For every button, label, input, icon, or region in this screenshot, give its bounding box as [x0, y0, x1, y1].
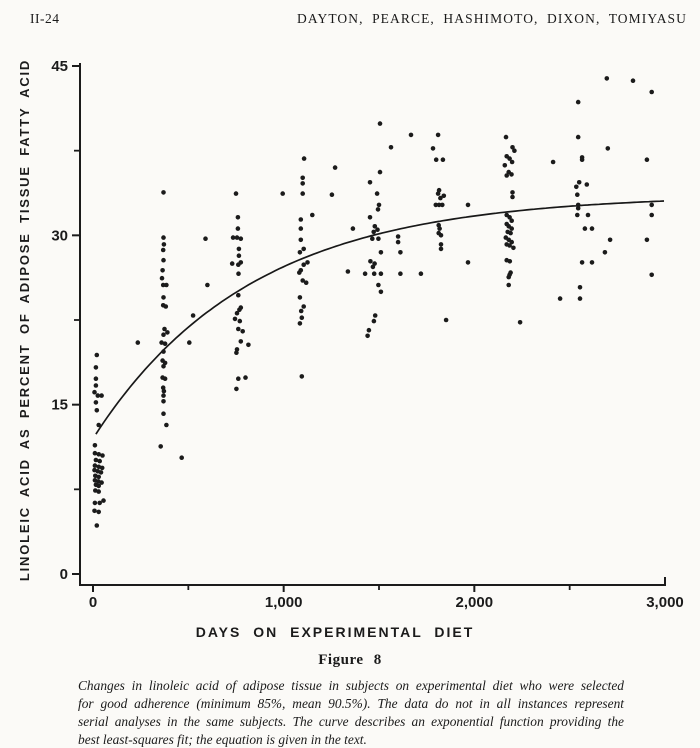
data-point [99, 393, 104, 398]
data-point [379, 271, 384, 276]
data-point [509, 172, 514, 177]
data-point [439, 247, 444, 252]
data-point [161, 235, 166, 240]
data-point [398, 250, 403, 255]
data-point [444, 318, 449, 323]
data-point [376, 236, 381, 241]
data-point [512, 148, 517, 153]
data-point [419, 271, 424, 276]
data-point [603, 250, 608, 255]
y-axis [51, 58, 80, 583]
data-point [238, 319, 243, 324]
data-point [240, 329, 245, 334]
data-point [164, 423, 169, 428]
data-point [161, 349, 166, 354]
data-point [510, 190, 515, 195]
data-point [298, 250, 303, 255]
data-point [371, 265, 376, 270]
data-point [574, 185, 579, 190]
data-point [161, 393, 166, 398]
data-point [237, 247, 242, 252]
data-point [100, 466, 105, 471]
data-point [100, 453, 105, 458]
data-point [162, 389, 167, 394]
data-point [503, 163, 508, 168]
data-point [96, 510, 101, 515]
data-point [95, 353, 100, 358]
data-point [649, 213, 654, 218]
data-point [396, 240, 401, 245]
data-point [510, 195, 515, 200]
data-point [351, 226, 356, 231]
data-point [376, 207, 381, 212]
data-point [389, 145, 394, 150]
data-point [301, 262, 306, 267]
data-point [346, 269, 351, 274]
data-point [365, 334, 370, 339]
data-point [578, 285, 583, 290]
data-point [93, 443, 98, 448]
data-point [92, 509, 97, 514]
running-head-authors: DAYTON, PEARCE, HASHIMOTO, DIXON, TOMIYASU [297, 11, 687, 26]
data-point [99, 470, 104, 475]
data-point [164, 304, 169, 309]
data-point [163, 341, 168, 346]
data-point [304, 280, 309, 285]
data-point [239, 339, 244, 344]
data-point [236, 215, 241, 220]
data-point [439, 242, 444, 247]
data-point [236, 226, 241, 231]
x-axis-title: DAYS ON EXPERIMENTAL DIET [195, 624, 475, 640]
y-tick-label: 15 [51, 396, 68, 414]
data-point [368, 215, 373, 220]
data-point [375, 191, 380, 196]
data-point [370, 236, 375, 241]
data-point [378, 170, 383, 175]
data-point [94, 376, 99, 381]
data-point [396, 234, 401, 239]
data-point [236, 327, 241, 332]
data-point [246, 343, 251, 348]
data-point [631, 78, 636, 83]
data-point [576, 206, 581, 211]
data-point [518, 320, 523, 325]
data-point [96, 475, 101, 480]
data-point [373, 313, 378, 318]
data-point [236, 376, 241, 381]
data-point [298, 295, 303, 300]
data-point [506, 275, 511, 280]
data-point [234, 191, 239, 196]
data-point [441, 157, 446, 162]
data-point [409, 133, 414, 138]
x-tick-label: 3,000 [646, 594, 684, 611]
data-point [164, 283, 169, 288]
data-point [161, 258, 166, 263]
data-point [363, 271, 368, 276]
data-point [439, 233, 444, 238]
data-point [580, 157, 585, 162]
data-point [645, 238, 650, 243]
data-point [590, 226, 595, 231]
data-point [436, 133, 441, 138]
data-point [368, 180, 373, 185]
data-point [163, 376, 168, 381]
data-point [96, 489, 101, 494]
data-point [649, 273, 654, 278]
data-point [377, 203, 382, 208]
data-point [302, 156, 307, 161]
data-point [205, 283, 210, 288]
data-point [508, 231, 513, 236]
data-point [299, 217, 304, 222]
data-point [165, 330, 170, 335]
data-point [236, 262, 241, 267]
data-point [243, 375, 248, 380]
data-point [236, 271, 241, 276]
data-point [203, 236, 208, 241]
data-point [466, 260, 471, 265]
data-point [239, 236, 244, 241]
data-point [511, 246, 516, 251]
data-point [436, 191, 441, 196]
data-point [230, 261, 235, 266]
data-point [297, 270, 302, 275]
y-tick-label: 0 [59, 566, 68, 583]
data-point [510, 160, 515, 165]
data-point [233, 317, 238, 322]
data-point [299, 309, 304, 314]
data-point [94, 400, 99, 405]
data-point [299, 226, 304, 231]
data-point [333, 165, 338, 170]
data-point [379, 290, 384, 295]
data-point [161, 332, 166, 337]
data-point [504, 173, 509, 178]
data-point [509, 226, 514, 231]
caption-line: serial analyses in the same subjects. The curve describes an exponential function providing the [78, 714, 624, 729]
data-point [379, 250, 384, 255]
data-point [280, 191, 285, 196]
x-tick-label: 0 [88, 594, 98, 611]
data-point [585, 182, 590, 187]
data-point [606, 146, 611, 151]
data-point [97, 501, 102, 506]
figure-label: Figure 8 [318, 652, 382, 668]
data-point [136, 340, 141, 345]
data-point [301, 304, 306, 309]
data-point [160, 268, 165, 273]
data-point [187, 340, 192, 345]
data-point [95, 408, 100, 413]
x-tick-label: 1,000 [264, 594, 303, 611]
data-point [310, 213, 315, 218]
data-point [161, 411, 166, 416]
data-point [160, 276, 165, 281]
data-point [368, 259, 373, 264]
data-point [372, 271, 377, 276]
data-point [234, 387, 239, 392]
y-axis-title: LINOLEIC ACID AS PERCENT OF ADIPOSE TISSUE FATTY ACID [17, 58, 32, 582]
figure-caption [78, 677, 624, 748]
data-point [301, 247, 306, 252]
data-point [92, 390, 97, 395]
data-point [179, 455, 184, 460]
caption-line: Changes in linoleic acid of adipose tissue in subjects on experimental diet who were selected [78, 678, 624, 693]
data-point [575, 192, 580, 197]
data-point [577, 180, 582, 185]
data-point [367, 328, 372, 333]
data-point [575, 213, 580, 218]
data-point [440, 203, 445, 208]
data-point [645, 157, 650, 162]
data-point [237, 253, 242, 258]
data-point [234, 350, 239, 355]
data-point [576, 100, 581, 105]
data-point [434, 157, 439, 162]
data-point [94, 383, 99, 388]
y-tick-label: 30 [51, 227, 68, 245]
data-point [508, 259, 513, 264]
data-point [608, 238, 613, 243]
data-point [93, 501, 98, 506]
data-point [236, 293, 241, 298]
data-point [371, 230, 376, 235]
data-point [437, 226, 442, 231]
data-point [191, 313, 196, 318]
x-tick-label: 2,000 [455, 594, 494, 611]
data-point [161, 295, 166, 300]
data-point [162, 242, 167, 247]
data-point [586, 213, 591, 218]
caption-line: best least-squares fit; the equation is given in the text. [78, 732, 367, 747]
data-point [605, 76, 610, 81]
data-point [376, 283, 381, 288]
x-axis [89, 585, 684, 611]
data-point [551, 160, 556, 165]
axes-frame [80, 63, 665, 585]
data-point [504, 135, 509, 140]
data-point [300, 181, 305, 186]
data-point [300, 315, 305, 320]
data-point [580, 260, 585, 265]
data-points [92, 76, 654, 528]
data-point [330, 192, 335, 197]
fit-curve [96, 201, 664, 434]
data-point [97, 459, 102, 464]
data-point [509, 218, 514, 223]
data-point [558, 296, 563, 301]
data-point [649, 90, 654, 95]
data-point [96, 484, 101, 489]
data-point [94, 365, 99, 370]
data-point [300, 191, 305, 196]
data-point [578, 296, 583, 301]
data-point [583, 226, 588, 231]
data-point [161, 190, 166, 195]
page-number: II-24 [30, 11, 60, 26]
data-point [300, 176, 305, 181]
data-point [299, 238, 304, 243]
data-point [442, 194, 447, 199]
data-point [161, 364, 166, 369]
data-point [158, 444, 163, 449]
data-point [96, 423, 101, 428]
data-point [506, 283, 511, 288]
y-tick-label: 45 [51, 58, 68, 75]
data-point [378, 121, 383, 126]
data-point [590, 260, 595, 265]
data-point [372, 319, 377, 324]
data-point [300, 374, 305, 379]
data-point [576, 135, 581, 140]
data-point [161, 248, 166, 253]
data-point [466, 203, 471, 208]
data-point [398, 271, 403, 276]
data-point [649, 203, 654, 208]
data-point [95, 523, 100, 528]
data-point [431, 146, 436, 151]
caption-line: for good adherence (minimum 85%, mean 90.5%). The data do not in all instances represent [78, 696, 624, 711]
data-point [235, 311, 240, 316]
data-point [161, 399, 166, 404]
data-point [298, 321, 303, 326]
